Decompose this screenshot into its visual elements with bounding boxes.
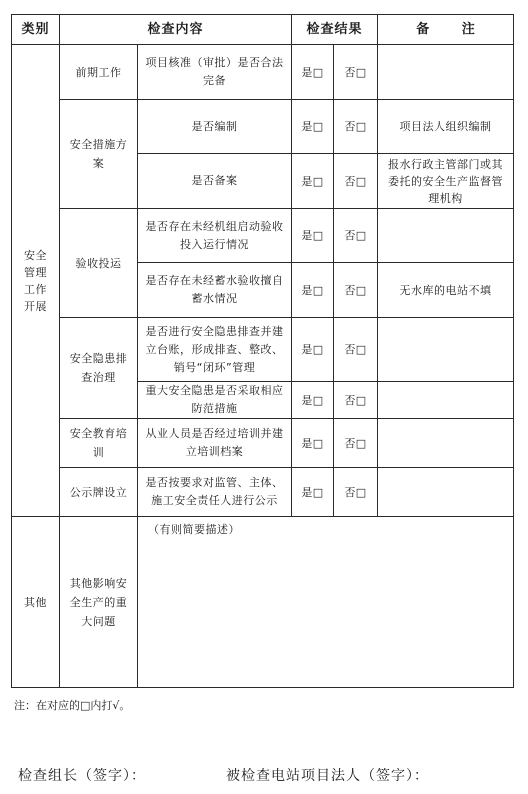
subcategory-preliminary-work: 前期工作 [60, 45, 138, 100]
yes-checkbox[interactable]: 是□ [292, 154, 334, 209]
check-item: 从业人员是否经过培训并建立培训档案 [138, 419, 292, 468]
category-other: 其他 [12, 517, 60, 688]
yes-checkbox[interactable]: 是□ [292, 318, 334, 382]
table-row [12, 419, 514, 468]
remark-cell [378, 382, 514, 419]
description-placeholder: （有则简要描述） [148, 523, 240, 536]
yes-checkbox[interactable]: 是□ [292, 263, 334, 318]
footnote: 注：在对应的□内打√。 [14, 699, 131, 712]
no-checkbox[interactable]: 否□ [334, 318, 378, 382]
remark-cell [378, 45, 514, 100]
table-row [12, 468, 514, 517]
no-checkbox[interactable]: 否□ [334, 263, 378, 318]
signature-inspection-leader: 检查组长（签字）： [18, 768, 146, 784]
subcategory-notice-board: 公示牌设立 [60, 468, 138, 517]
header-row [12, 15, 514, 45]
check-item: 是否进行安全隐患排查并建立台账，形成排查、整改、销号“闭环”管理 [138, 318, 292, 382]
no-checkbox[interactable]: 否□ [334, 382, 378, 419]
yes-checkbox[interactable]: 是□ [292, 45, 334, 100]
table-row-other [12, 517, 514, 688]
remark-cell [378, 419, 514, 468]
yes-checkbox[interactable]: 是□ [292, 382, 334, 419]
table-row [12, 209, 514, 263]
check-item: 是否编制 [138, 100, 292, 154]
no-checkbox[interactable]: 否□ [334, 154, 378, 209]
remark-cell: 项目法人组织编制 [378, 100, 514, 154]
subcategory-major-issues: 其他影响安全生产的重大问题 [60, 517, 138, 688]
header-content: 检查内容 [60, 15, 292, 45]
signature-project-legal-person: 被检查电站项目法人（签字）： [226, 768, 429, 784]
remark-cell [378, 209, 514, 263]
check-item: 是否按要求对监管、主体、施工安全责任人进行公示 [138, 468, 292, 517]
check-item: 是否存在未经机组启动验收投入运行情况 [138, 209, 292, 263]
yes-checkbox[interactable]: 是□ [292, 468, 334, 517]
no-checkbox[interactable]: 否□ [334, 100, 378, 154]
no-checkbox[interactable]: 否□ [334, 209, 378, 263]
remark-cell [378, 318, 514, 382]
table-row [12, 45, 514, 100]
yes-checkbox[interactable]: 是□ [292, 419, 334, 468]
header-remarks: 备 注 [378, 15, 514, 45]
yes-checkbox[interactable]: 是□ [292, 209, 334, 263]
subcategory-hazard-investigation: 安全隐患排查治理 [60, 318, 138, 419]
subcategory-acceptance-operation: 验收投运 [60, 209, 138, 318]
description-field[interactable] [138, 517, 514, 688]
remark-cell [378, 468, 514, 517]
check-item: 项目核准（审批）是否合法完备 [138, 45, 292, 100]
inspection-table [11, 14, 514, 688]
header-result: 检查结果 [292, 15, 378, 45]
category-safety-management: 安全管理工作开展 [12, 45, 60, 517]
check-item: 是否存在未经蓄水验收擅自蓄水情况 [138, 263, 292, 318]
remark-cell: 无水库的电站不填 [378, 263, 514, 318]
yes-checkbox[interactable]: 是□ [292, 100, 334, 154]
no-checkbox[interactable]: 否□ [334, 468, 378, 517]
no-checkbox[interactable]: 否□ [334, 45, 378, 100]
check-item: 重大安全隐患是否采取相应防范措施 [138, 382, 292, 419]
table-row [12, 100, 514, 154]
subcategory-safety-plan: 安全措施方案 [60, 100, 138, 209]
header-category: 类别 [12, 15, 60, 45]
remark-cell: 报水行政主管部门或其委托的安全生产监督管理机构 [378, 154, 514, 209]
check-item: 是否备案 [138, 154, 292, 209]
no-checkbox[interactable]: 否□ [334, 419, 378, 468]
subcategory-safety-training: 安全教育培训 [60, 419, 138, 468]
table-row [12, 318, 514, 382]
